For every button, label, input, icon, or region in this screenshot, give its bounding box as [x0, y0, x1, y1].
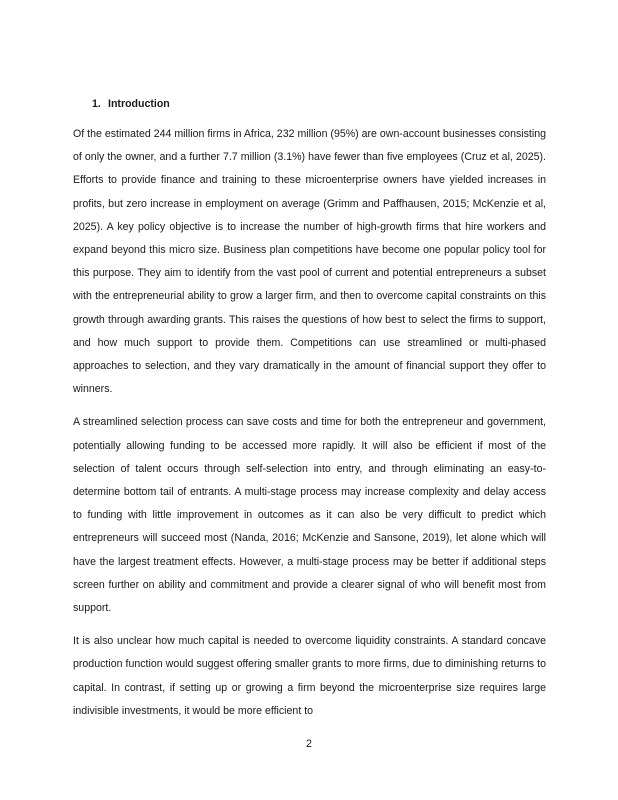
- paragraph-1: Of the estimated 244 million firms in Africa, 232 million (95%) are own-account businesses consisting of only the owner, and a further 7.7 million (3.1%) have fewer than five employees (Cruz et al, 2025). Efforts to provide finance and training to these microenterprise owners have yielded increases in profits, but zero increase in employment on average (Grimm and Paffhausen, 2015; McKenzie et al, 2025). A key policy objective is to increase the number of high-growth firms that hire workers and expand beyond this micro size. Business plan competitions have become one popular policy tool for this purpose. They aim to identify from the vast pool of current and potential entrepreneurs a subset with the entrepreneurial ability to grow a larger firm, and then to overcome capital constraints on this growth through awarding grants. This raises the questions of how best to select the firms to support, and how much support to provide them. Competitions can use streamlined or multi-phased approaches to selection, and they vary dramatically in the amount of financial support they offer to winners.: [73, 128, 546, 396]
- body-text: [73, 123, 546, 733]
- page-number: 2: [306, 738, 312, 750]
- section-number: 1.: [92, 98, 101, 110]
- paragraph-2: A streamlined selection process can save costs and time for both the entrepreneur and government, potentially allowing funding to be accessed more rapidly. It will also be efficient if most of the selection of talent occurs through self-selection into entry, and through eliminating an easy-to-determine bottom tail of entrants. A multi-stage process may increase complexity and delay access to funding with little improvement in outcomes as it can also be very difficult to predict which entrepreneurs will succeed most (Nanda, 2016; McKenzie and Sansone, 2019), let alone which will have the largest treatment effects. However, a multi-stage process may be better if additional steps screen further on ability and commitment and provide a clearer signal of who will benefit most from support.: [73, 416, 546, 615]
- section-title: Introduction: [108, 98, 170, 110]
- section-heading: [92, 98, 170, 110]
- paragraph-3: It is also unclear how much capital is needed to overcome liquidity constraints. A standard concave production function would suggest offering smaller grants to more firms, due to diminishing returns to capital. In contrast, if setting up or growing a firm beyond the microenterprise size requires large indivisible investments, it would be more efficient to: [73, 635, 546, 717]
